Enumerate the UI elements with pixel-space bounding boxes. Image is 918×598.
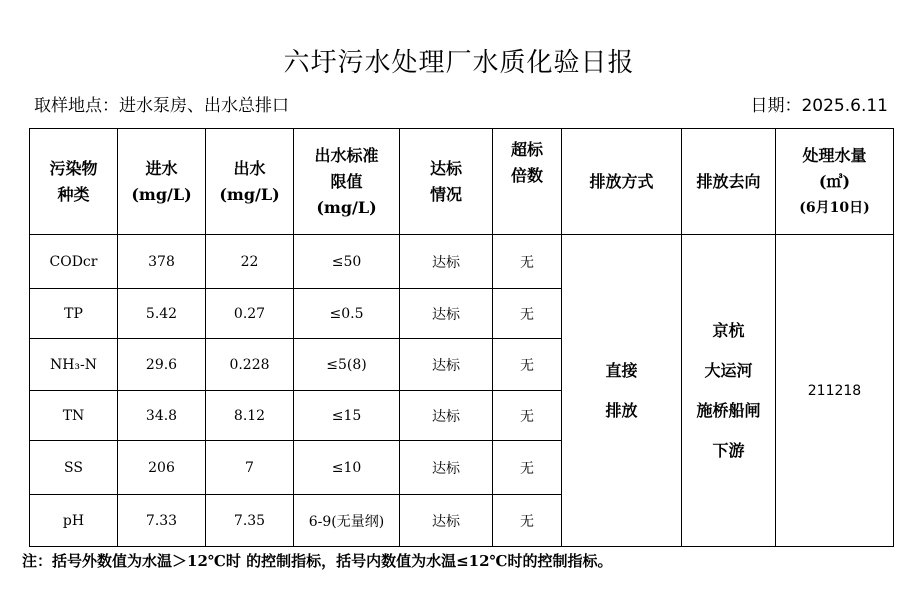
header-discharge-direction: 排放去向	[682, 129, 776, 235]
outflow-value: 8.12	[206, 391, 294, 441]
inflow-value: 7.33	[118, 495, 206, 547]
inflow-value: 29.6	[118, 339, 206, 391]
outflow-value: 0.27	[206, 289, 294, 339]
report-date: 日期：2025.6.11	[750, 96, 888, 116]
limit-value: ≤0.5	[294, 289, 400, 339]
status-value: 达标	[400, 495, 493, 547]
exceed-value: 无	[493, 391, 562, 441]
header-status: 达标 情况	[400, 129, 493, 235]
status-value: 达标	[400, 289, 493, 339]
status-value: 达标	[400, 441, 493, 495]
header-discharge-method: 排放方式	[562, 129, 682, 235]
pollutant-name: pH	[30, 495, 118, 547]
status-value: 达标	[400, 391, 493, 441]
header-row	[30, 129, 894, 235]
exceed-value: 无	[493, 441, 562, 495]
header-pollutant: 污染物 种类	[30, 129, 118, 235]
header-volume: 处理水量 (㎥) (6月10日)	[776, 129, 894, 235]
exceed-value: 无	[493, 235, 562, 289]
inflow-value: 34.8	[118, 391, 206, 441]
exceed-value: 无	[493, 339, 562, 391]
pollutant-name: SS	[30, 441, 118, 495]
exceed-value: 无	[493, 495, 562, 547]
pollutant-name: TN	[30, 391, 118, 441]
limit-value: ≤10	[294, 441, 400, 495]
inflow-value: 206	[118, 441, 206, 495]
outflow-value: 7	[206, 441, 294, 495]
limit-value: ≤50	[294, 235, 400, 289]
status-value: 达标	[400, 339, 493, 391]
pollutant-name: TP	[30, 289, 118, 339]
outflow-value: 22	[206, 235, 294, 289]
discharge-direction: 京杭 大运河 施桥船闸 下游	[682, 235, 776, 547]
header-exceed: 超标 倍数	[493, 129, 562, 235]
inflow-value: 5.42	[118, 289, 206, 339]
header-limit: 出水标准 限值 (mg/L)	[294, 129, 400, 235]
outflow-value: 0.228	[206, 339, 294, 391]
outflow-value: 7.35	[206, 495, 294, 547]
header-inflow: 进水 (mg/L)	[118, 129, 206, 235]
limit-value: 6-9(无量纲)	[294, 495, 400, 547]
water-quality-table	[29, 128, 894, 547]
sampling-location: 取样地点：进水泵房、出水总排口	[34, 96, 289, 116]
limit-value: ≤5(8)	[294, 339, 400, 391]
footnote: 注：括号外数值为水温＞12℃时 的控制指标，括号内数值为水温≤12℃时的控制指标。	[22, 552, 613, 570]
header-outflow: 出水 (mg/L)	[206, 129, 294, 235]
limit-value: ≤15	[294, 391, 400, 441]
table-row	[30, 235, 894, 289]
discharge-method: 直接 排放	[562, 235, 682, 547]
treated-volume: 211218	[776, 235, 894, 547]
status-value: 达标	[400, 235, 493, 289]
exceed-value: 无	[493, 289, 562, 339]
inflow-value: 378	[118, 235, 206, 289]
pollutant-name: NH₃-N	[30, 339, 118, 391]
pollutant-name: CODcr	[30, 235, 118, 289]
report-title: 六圩污水处理厂水质化验日报	[283, 48, 635, 78]
